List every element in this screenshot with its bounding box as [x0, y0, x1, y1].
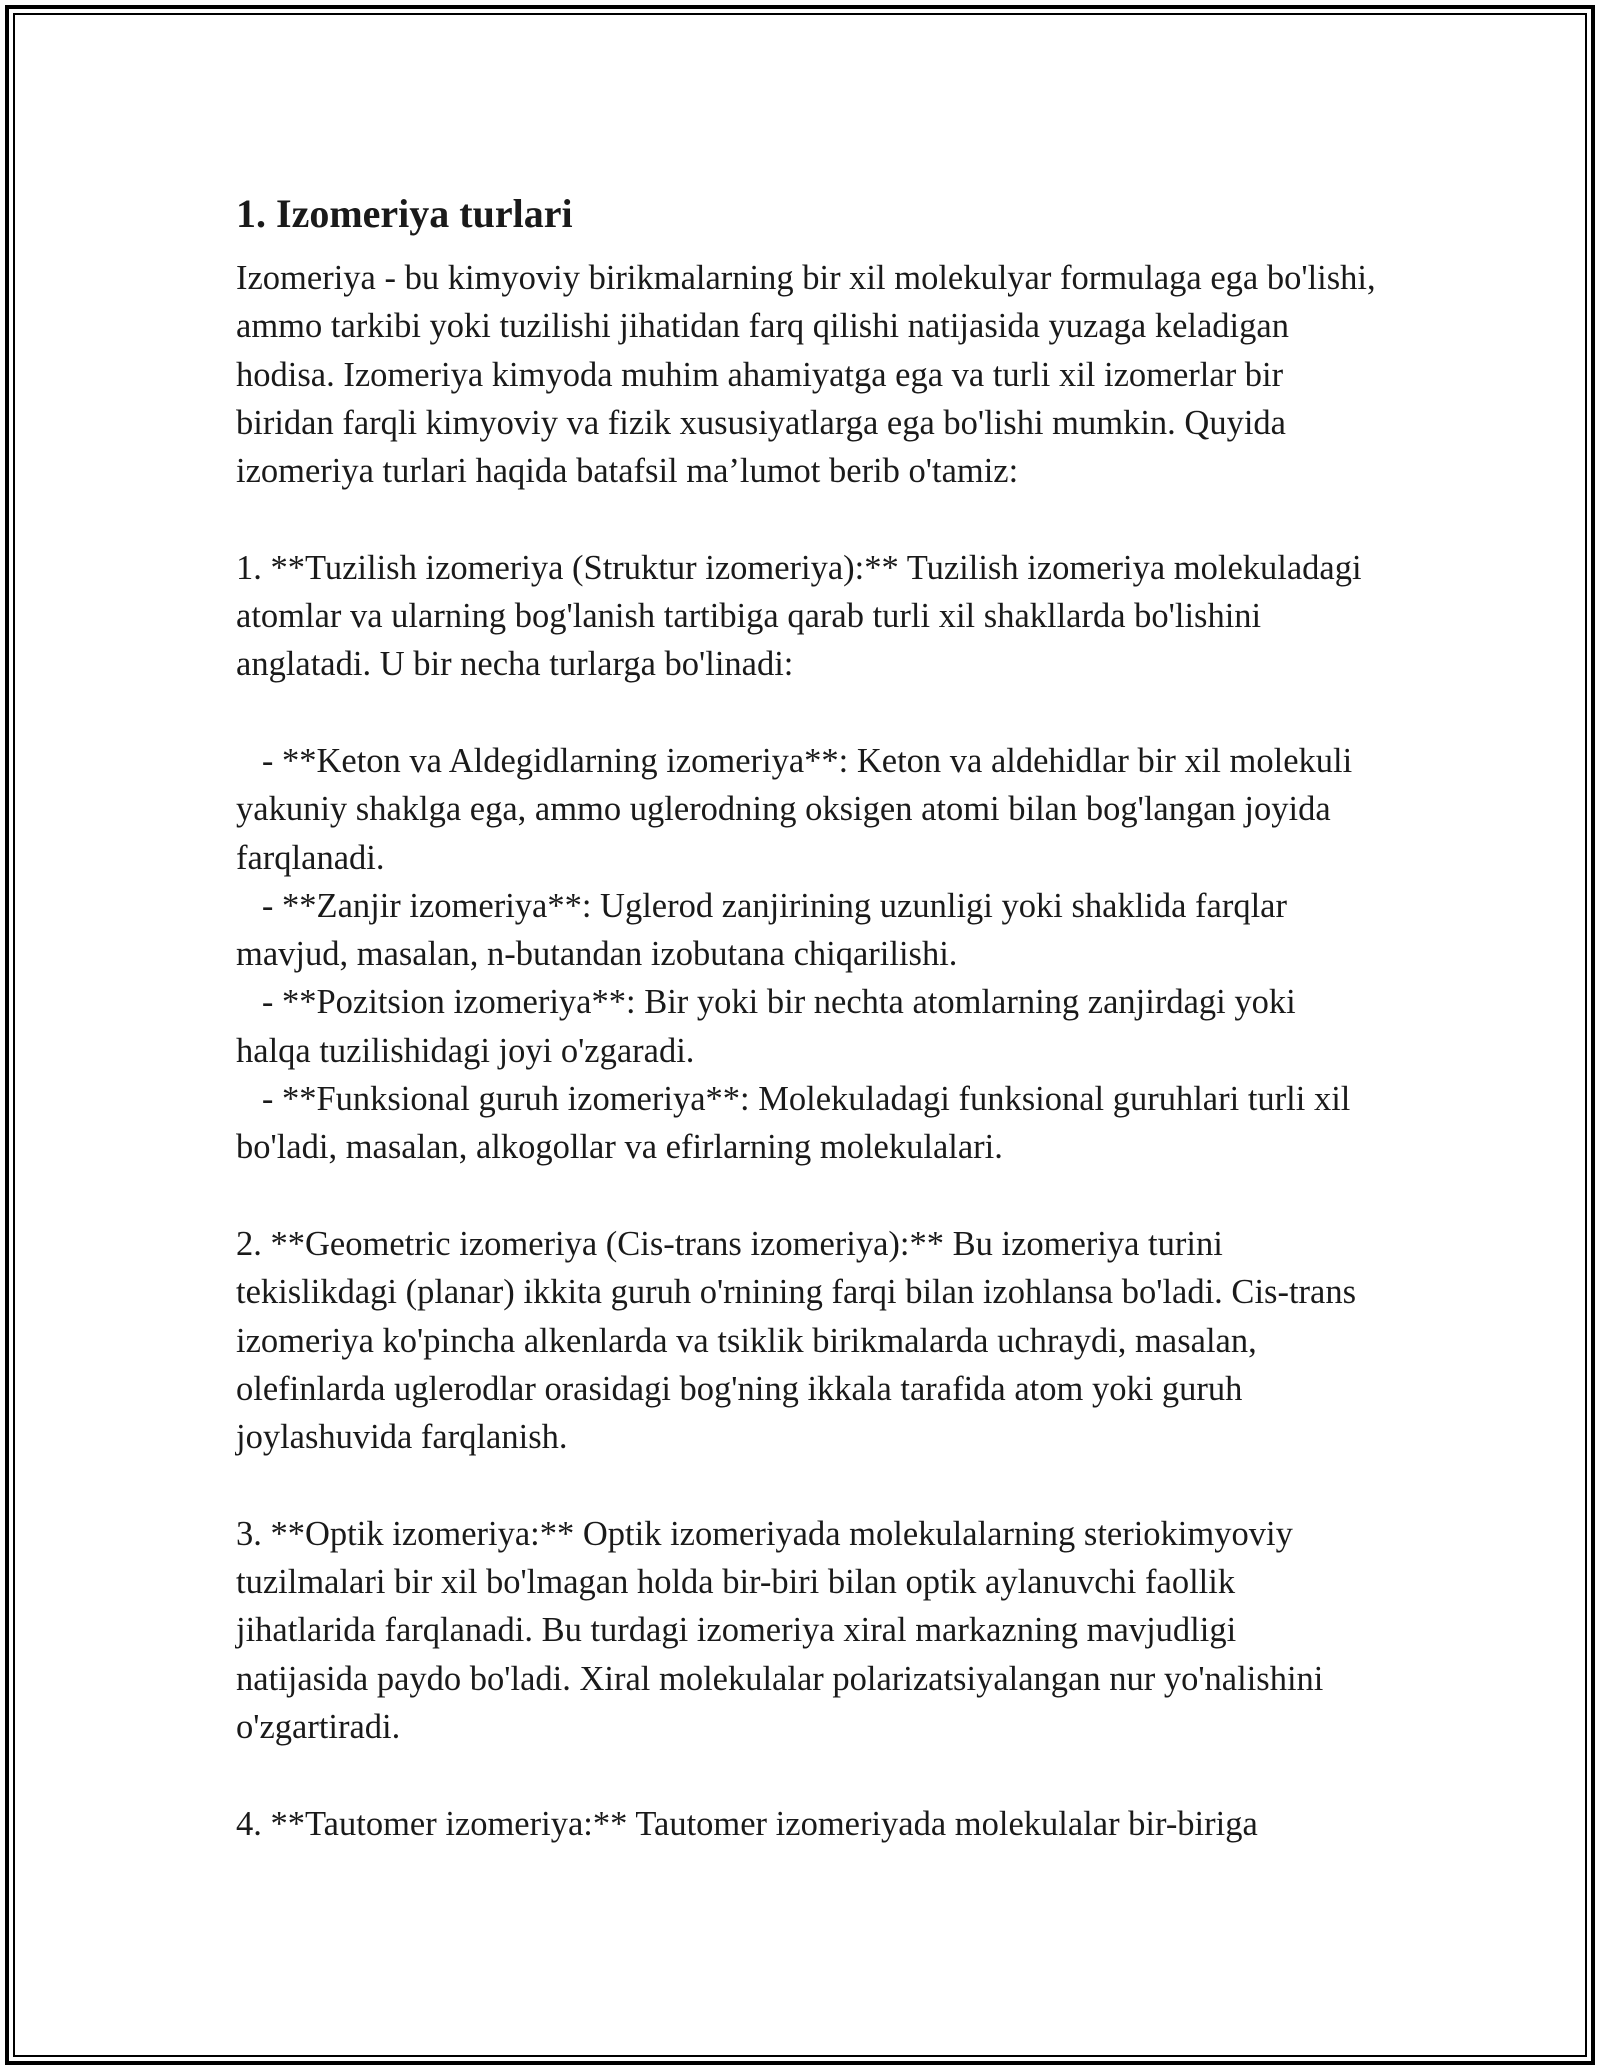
paragraph-gap — [236, 689, 1376, 737]
optical-isomerism-paragraph: 3. **Optik izomeriya:** Optik izomeriyada molekulalarning steriokimyoviy tuzilmalari bir xil bo'lmagan holda bir-biri bilan optik aylanuvchi faollik jihatlarida farqlanadi. Bu turdagi izomeriya xiral markazning mavjudligi natijasida paydo bo'ladi. Xiral molekulalar polarizatsiyalangan nur yo'nalishini o'zgartiradi. — [236, 1514, 1332, 1746]
paragraph-gap — [236, 495, 1376, 543]
list-item: - **Keton va Aldegidlarning izomeriya**: Keton va aldehidlar bir xil molekuli yakuniy shaklga ega, ammo uglerodning oksigen atomi bilan bog'langan joyida farqlanadi. — [236, 741, 1361, 877]
paragraph-gap — [236, 1461, 1376, 1509]
document-body — [236, 186, 1385, 1848]
structural-isomerism-paragraph: 1. **Tuzilish izomeriya (Struktur izomeriya):** Tuzilish izomeriya molekuladagi atomlar va ularning bog'lanish tartibiga qarab turli xil shakllarda bo'lishini anglatadi. U bir necha turlarga bo'linadi: — [236, 548, 1371, 684]
intro-paragraph: Izomeriya - bu kimyoviy birikmalarning bir xil molekulyar formulaga ega bo'lishi, ammo tarkibi yoki tuzilishi jihatidan farq qilishi natijasida yuzaga keladigan hodisa. Izomeriya kimyoda muhim ahamiyatga ega va turli xil izomerlar bir biridan farqli kimyoviy va fizik xususiyatlarga ega bo'lishi mumkin. Quyida izomeriya turlari haqida batafsil ma’lumot berib o'tamiz: — [236, 259, 1385, 491]
geometric-isomerism-paragraph: 2. **Geometric izomeriya (Cis-trans izomeriya):** Bu izomeriya turini tekislikdagi (planar) ikkita guruh o'rnining farqi bilan izohlansa bo'ladi. Cis-trans izomeriya ko'pincha alkenlarda va tsiklik birikmalarda uchraydi, masalan, olefinlarda uglerodlar orasidagi bog'ning ikkala tarafida atom yoki guruh joylashuvida farqlanish. — [236, 1224, 1365, 1457]
paragraph-gap — [236, 1172, 1376, 1220]
list-item: - **Funksional guruh izomeriya**: Molekuladagi funksional guruhlari turli xil bo'ladi, masalan, alkogollar va efirlarning molekulalari. — [236, 1080, 1359, 1167]
section-heading: 1. Izomeriya turlari — [236, 191, 573, 236]
list-item: - **Zanjir izomeriya**: Uglerod zanjirining uzunligi yoki shaklida farqlar mavjud, masalan, n-butandan izobutana chiqarilishi. — [236, 886, 1296, 974]
paragraph-gap — [236, 1751, 1376, 1799]
tautomer-isomerism-paragraph: 4. **Tautomer izomeriya:** Tautomer izomeriyada molekulalar bir-biriga — [236, 1804, 1258, 1843]
list-item: - **Pozitsion izomeriya**: Bir yoki bir nechta atomlarning zanjirdagi yoki halqa tuzilishidagi joyi o'zgaradi. — [236, 983, 1305, 1070]
